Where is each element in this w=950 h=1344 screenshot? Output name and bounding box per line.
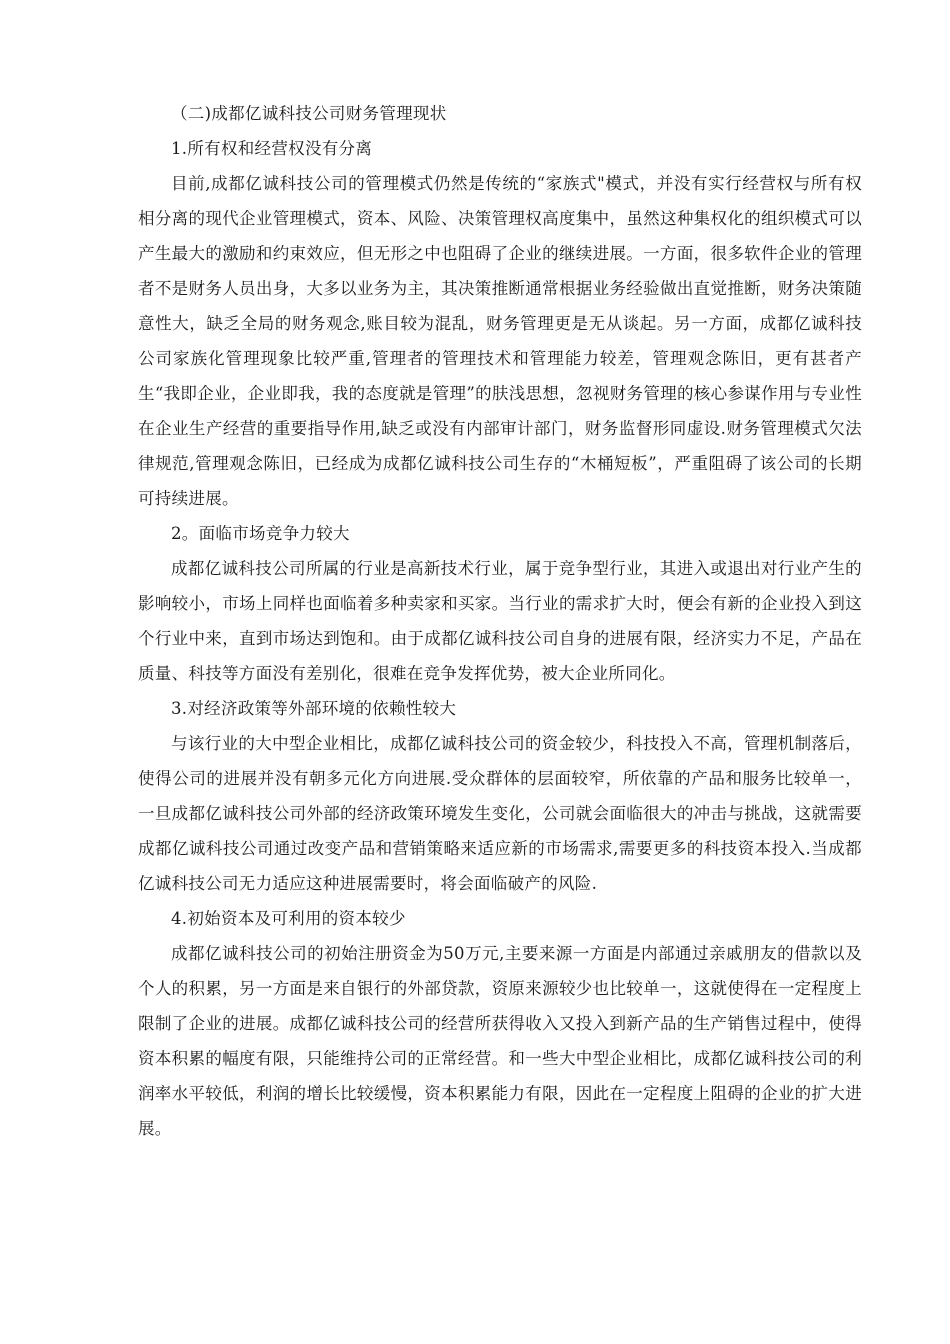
subsection-heading-3: 3.对经济政策等外部环境的依赖性较大 (171, 699, 457, 718)
document-body (138, 96, 862, 1146)
subsection-heading-1: 1.所有权和经营权没有分离 (171, 139, 373, 158)
subsection-3-paragraph: 与该行业的大中型企业相比，成都亿诚科技公司的资金较少，科技投入不高，管理机制落后，使得公司的进展并没有朝多元化方向进展.受众群体的层面较窄，所依靠的产品和服务比较单一，一旦成都亿诚科技公司外部的经济政策环境发生变化，公司就会面临很大的冲击与挑战，这就需要成都亿诚科技公司通过改变产品和营销策略来适应新的市场需求,需要更多的科技资本投入.当成都亿诚科技公司无力适应这种进展需要时，将会面临破产的风险. (138, 734, 862, 893)
subsection-heading-4: 4.初始资本及可利用的资本较少 (171, 909, 406, 928)
subsection-1-paragraph: 目前,成都亿诚科技公司的管理模式仍然是传统的“家族式"模式，并没有实行经营权与所有权相分离的现代企业管理模式，资本、风险、决策管理权高度集中，虽然这种集权化的组织模式可以产生最大的激励和约束效应，但无形之中也阻碍了企业的继续进展。一方面，很多软件企业的管理者不是财务人员出身，大多以业务为主，其决策推断通常根据业务经验做出直觉推断，财务决策随意性大，缺乏全局的财务观念,账目较为混乱，财务管理更是无从谈起。另一方面，成都亿诚科技公司家族化管理现象比较严重,管理者的管理技术和管理能力较差，管理观念陈旧，更有甚者产生“我即企业，企业即我，我的态度就是管理”的肤浅思想，忽视财务管理的核心参谋作用与专业性在企业生产经营的重要指导作用,缺乏或没有内部审计部门，财务监督形同虚设.财务管理模式欠法律规范,管理观念陈旧，已经成为成都亿诚科技公司生存的“木桶短板”，严重阻碍了该公司的长期可持续进展。 (138, 174, 862, 508)
subsection-heading-2: 2。面临市场竞争力较大 (171, 524, 350, 543)
subsection-4-paragraph: 成都亿诚科技公司的初始注册资金为50万元,主要来源一方面是内部通过亲戚朋友的借款以及个人的积累，另一方面是来自银行的外部贷款，资原来源较少也比较单一，这就使得在一定程度上限制了企业的进展。成都亿诚科技公司的经营所获得收入又投入到新产品的生产销售过程中，使得资本积累的幅度有限，只能维持公司的正常经营。和一些大中型企业相比，成都亿诚科技公司的利润率水平较低，利润的增长比较缓慢，资本积累能力有限，因此在一定程度上阻碍的企业的扩大进展。 (138, 944, 862, 1138)
section-title: （二)成都亿诚科技公司财务管理现状 (171, 104, 447, 123)
subsection-2-paragraph: 成都亿诚科技公司所属的行业是高新技术行业，属于竞争型行业，其进入或退出对行业产生的影响较小，市场上同样也面临着多种卖家和买家。当行业的需求扩大时，便会有新的企业投入到这个行业中来，直到市场达到饱和。由于成都亿诚科技公司自身的进展有限，经济实力不足，产品在质量、科技等方面没有差别化，很难在竞争发挥优势，被大企业所同化。 (138, 559, 862, 683)
